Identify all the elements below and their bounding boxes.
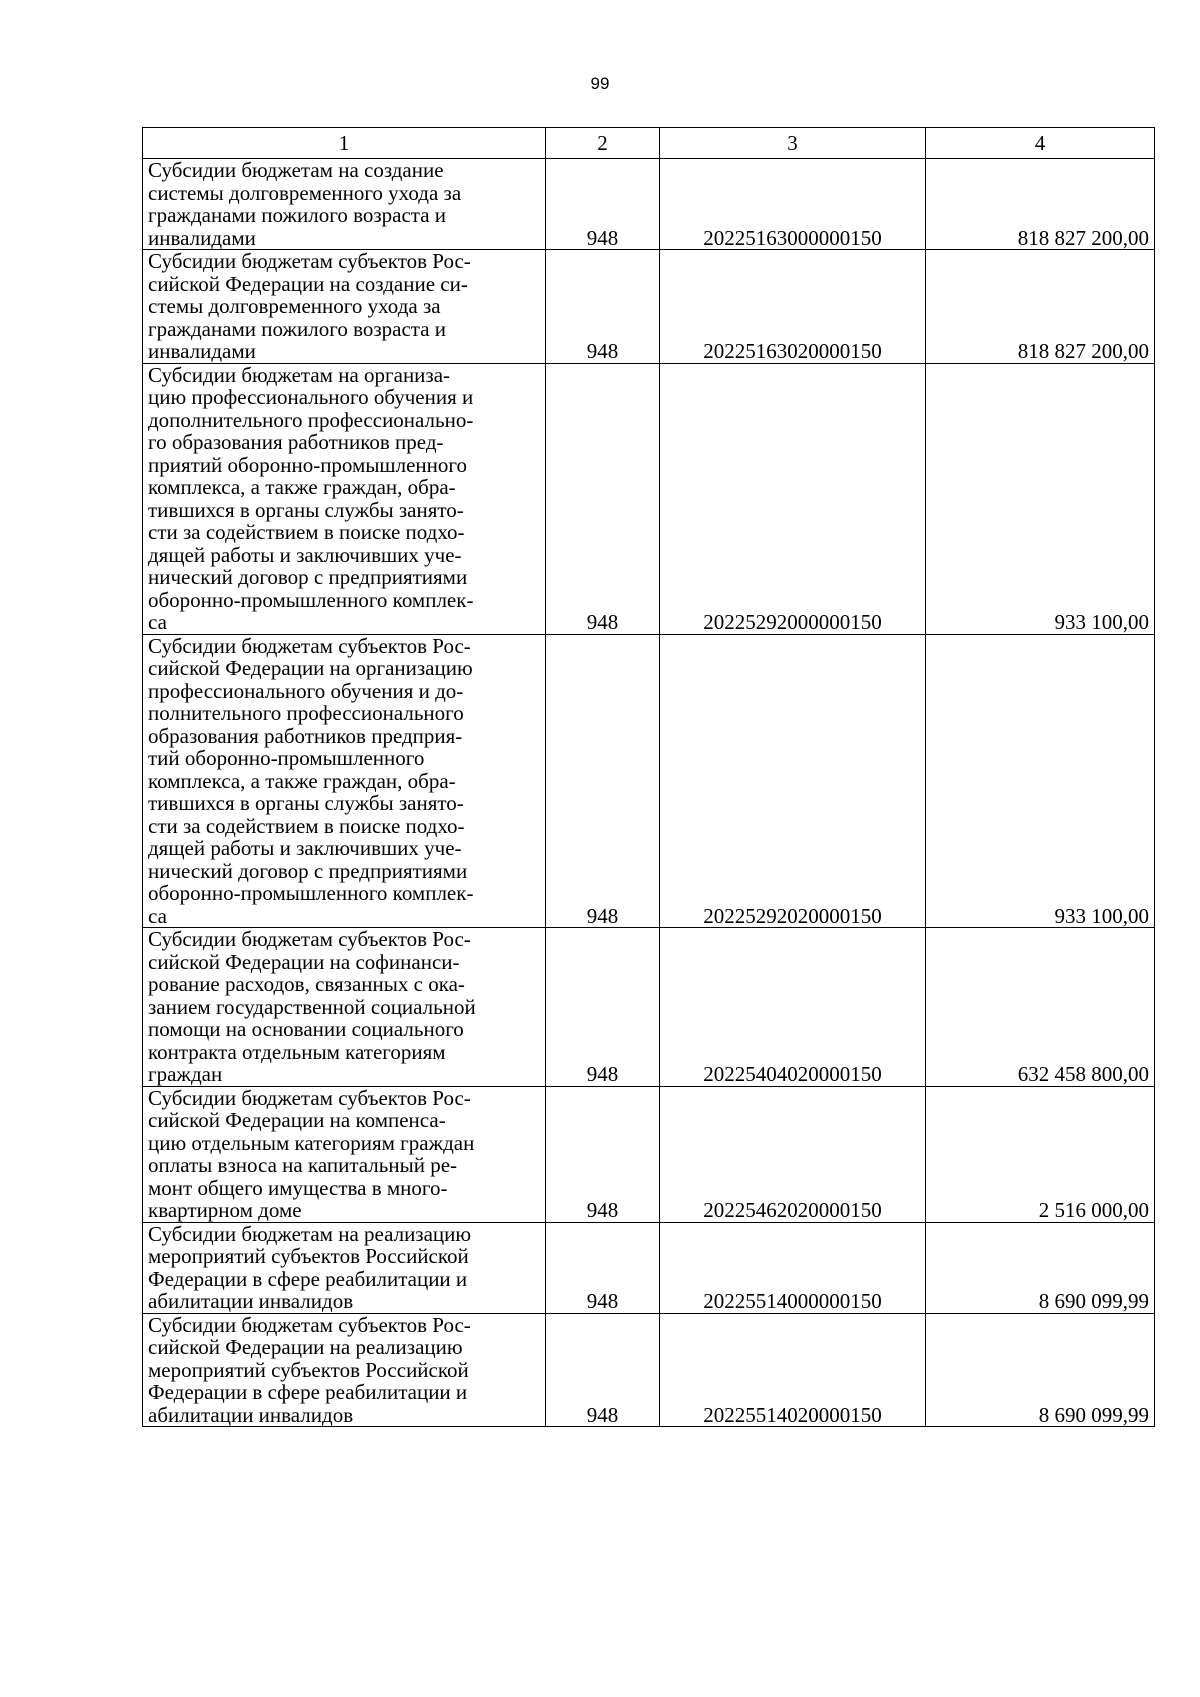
row-admin-code: 948: [546, 1086, 660, 1222]
row-budget-code: 20225514020000150: [660, 1313, 926, 1427]
row-amount: 818 827 200,00: [926, 159, 1155, 250]
description-line: сти за содействием в поиске подхо-: [148, 520, 465, 544]
description-line: Федерации в сфере реабилитации и: [148, 1266, 468, 1291]
description-line: абилитации инвалидов: [148, 1402, 354, 1427]
description-line: Субсидии бюджетам субъектов Рос-: [148, 927, 471, 951]
description-line: са: [148, 903, 167, 928]
description-line: квартирном доме: [148, 1198, 302, 1222]
row-budget-code: 20225163000000150: [660, 159, 926, 250]
description-line: мероприятий субъектов Российской: [148, 1357, 469, 1382]
description-line: контракта отдельным категориям: [148, 1039, 446, 1064]
row-admin-code: 948: [546, 1222, 660, 1313]
description-line: комплекса, а также граждан, обра-: [148, 475, 456, 499]
description-line: са: [148, 610, 167, 634]
header-row: [143, 128, 1155, 159]
row-budget-code: 20225404020000150: [660, 928, 926, 1087]
description-line: тий оборонно-промышленного: [148, 746, 425, 770]
column-header-2: 2: [546, 128, 660, 159]
page-number: 99: [590, 74, 610, 93]
description-line: сийской Федерации на софинанси-: [148, 949, 460, 974]
row-admin-code: 948: [546, 250, 660, 364]
description-line: сийской Федерации на создание си-: [148, 271, 468, 296]
row-description: [143, 250, 546, 364]
table-row: [143, 1313, 1155, 1427]
description-line: гражданами пожилого возраста и: [148, 316, 447, 341]
description-line: го образования работников пред-: [148, 430, 444, 454]
description-line: тившихся в органы службы занято-: [148, 791, 464, 815]
description-line: профессионального обучения и до-: [148, 678, 464, 703]
description-line: нический договор с предприятиями: [148, 565, 468, 589]
row-admin-code: 948: [546, 159, 660, 250]
column-header-1: 1: [143, 128, 546, 159]
row-description: [143, 159, 546, 250]
description-line: полнительного профессионального: [148, 701, 464, 725]
row-amount: 2 516 000,00: [926, 1086, 1155, 1222]
table-row: [143, 1086, 1155, 1222]
description-line: приятий оборонно-промышленного: [148, 452, 467, 477]
table-row: [143, 250, 1155, 364]
description-line: Субсидии бюджетам на организа-: [148, 362, 451, 387]
description-line: образования работников предприя-: [148, 723, 463, 748]
description-line: мероприятий субъектов Российской: [148, 1244, 469, 1268]
description-line: Субсидии бюджетам субъектов Рос-: [148, 249, 471, 273]
description-line: оборонно-промышленного комплек-: [148, 881, 474, 905]
row-amount: 933 100,00: [926, 363, 1155, 634]
row-description: [143, 928, 546, 1087]
row-admin-code: 948: [546, 363, 660, 634]
column-header-4: 4: [926, 128, 1155, 159]
description-line: стемы долговременного ухода за: [148, 294, 441, 318]
table-row: [143, 1222, 1155, 1313]
row-amount: 933 100,00: [926, 634, 1155, 928]
description-line: оборонно-промышленного комплек-: [148, 587, 474, 612]
row-description: [143, 634, 546, 928]
description-line: инвалидами: [148, 225, 256, 250]
row-admin-code: 948: [546, 1313, 660, 1427]
description-line: дополнительного профессионально-: [148, 407, 474, 432]
description-line: Субсидии бюджетам субъектов Рос-: [148, 1312, 471, 1337]
description-line: занием государственной социальной: [148, 994, 476, 1019]
table-row: [143, 159, 1155, 250]
description-line: рование расходов, связанных с ока-: [148, 972, 465, 996]
row-budget-code: 20225514000000150: [660, 1222, 926, 1313]
description-line: дящей работы и заключивших уче-: [148, 542, 462, 567]
row-description: [143, 363, 546, 634]
description-line: системы долговременного ухода за: [148, 180, 462, 205]
description-line: дящей работы и заключивших уче-: [148, 836, 462, 860]
description-line: Субсидии бюджетам субъектов Рос-: [148, 633, 471, 658]
row-description: [143, 1222, 546, 1313]
description-line: гражданами пожилого возраста и: [148, 203, 447, 227]
description-line: нический договор с предприятиями: [148, 858, 468, 883]
budget-table: [142, 127, 1155, 1427]
description-line: комплекса, а также граждан, обра-: [148, 768, 456, 793]
description-line: сийской Федерации на компенса-: [148, 1108, 446, 1132]
row-admin-code: 948: [546, 634, 660, 928]
description-line: помощи на основании социального: [148, 1017, 464, 1041]
description-line: Субсидии бюджетам субъектов Рос-: [148, 1085, 471, 1110]
description-line: сийской Федерации на реализацию: [148, 1335, 463, 1359]
description-line: инвалидами: [148, 339, 256, 363]
table-row: [143, 634, 1155, 928]
row-description: [143, 1313, 546, 1427]
description-line: монт общего имущества в много-: [148, 1175, 448, 1200]
row-budget-code: 20225163020000150: [660, 250, 926, 364]
description-line: абилитации инвалидов: [148, 1289, 354, 1313]
row-amount: 8 690 099,99: [926, 1313, 1155, 1427]
table-row: [143, 363, 1155, 634]
description-line: Субсидии бюджетам на создание: [148, 158, 444, 182]
column-header-3: 3: [660, 128, 926, 159]
description-line: Федерации в сфере реабилитации и: [148, 1380, 468, 1404]
table-row: [143, 928, 1155, 1087]
row-budget-code: 20225462020000150: [660, 1086, 926, 1222]
description-line: сийской Федерации на организацию: [148, 656, 473, 680]
row-description: [143, 1086, 546, 1222]
row-admin-code: 948: [546, 928, 660, 1087]
description-line: граждан: [148, 1062, 223, 1086]
description-line: оплаты взноса на капитальный ре-: [148, 1153, 458, 1177]
row-amount: 632 458 800,00: [926, 928, 1155, 1087]
description-line: цию профессионального обучения и: [148, 385, 474, 409]
description-line: Субсидии бюджетам на реализацию: [148, 1221, 472, 1246]
description-line: сти за содействием в поиске подхо-: [148, 813, 465, 838]
description-line: тившихся в органы службы занято-: [148, 497, 464, 522]
row-amount: 818 827 200,00: [926, 250, 1155, 364]
row-budget-code: 20225292000000150: [660, 363, 926, 634]
row-budget-code: 20225292020000150: [660, 634, 926, 928]
row-amount: 8 690 099,99: [926, 1222, 1155, 1313]
description-line: цию отдельным категориям граждан: [148, 1130, 475, 1155]
